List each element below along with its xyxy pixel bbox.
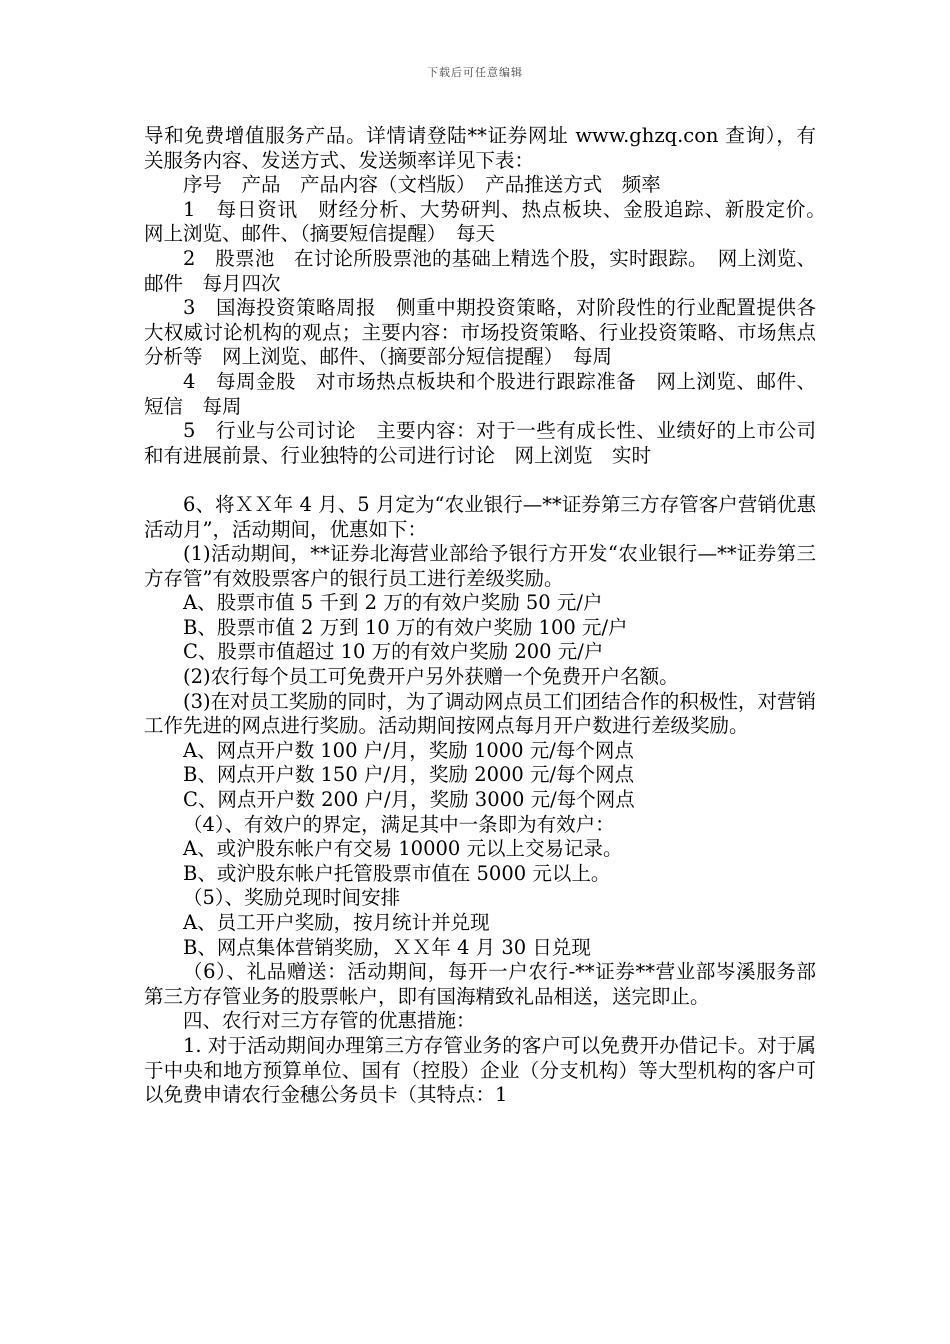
section-6-heading: 6、将ＸＸ年 4 月、5 月定为“农业银行—**证券第三方存管客户营销优惠活动月”，活动期间，优惠如下：	[144, 492, 816, 541]
section-4-heading: 四、农行对三方存管的优惠措施：	[183, 1009, 476, 1033]
paragraph-intro-continuation: 导和免费增值服务产品。详情请登陆**证券网址 www.ghzq.con 查询），有关服务内容、发送方式、发送频率详见下表：	[144, 124, 816, 172]
table-header-row: 序号 产品 产品内容（文档版） 产品推送方式 频率	[183, 173, 661, 197]
valid-criteria-a: A、或沪股东帐户有交易 10000 元以上交易记录。	[183, 837, 623, 861]
clause-6: （6）、礼品赠送：活动期间，每开一户农行-**证券**营业部岑溪服务部第三方存管业务的股票帐户，即有国海精致礼品相送，送完即止。	[144, 960, 816, 1008]
page-header-note: 下载后可任意编辑	[427, 66, 523, 79]
service-item-3: 3 国海投资策略周报 侧重中期投资策略，对阶段性的行业配置提供各大权威讨论机构的观点；主要内容：市场投资策略、行业投资策略、市场焦点分析等 网上浏览、邮件、（摘要部分短信提醒） 每周	[144, 296, 816, 369]
reward-tier-b: B、股票市值 2 万到 10 万的有效户奖励 100 元/户	[183, 615, 628, 639]
payout-schedule-b: B、网点集体营销奖励，ＸＸ年 4 月 30 日兑现	[183, 935, 591, 959]
branch-tier-c: C、网点开户数 200 户/月，奖励 3000 元/每个网点	[183, 788, 635, 812]
reward-tier-a: A、股票市值 5 千到 2 万的有效户奖励 50 元/户	[183, 591, 603, 615]
valid-criteria-b: B、或沪股东帐户托管股票市值在 5000 元以上。	[183, 861, 611, 885]
document-body	[144, 124, 836, 1108]
payout-schedule-a: A、员工开户奖励，按月统计并兑现	[183, 911, 490, 934]
reward-tier-c: C、股票市值超过 10 万的有效户奖励 200 元/户	[183, 640, 604, 664]
clause-5: （5）、奖励兑现时间安排	[183, 886, 401, 910]
branch-tier-b: B、网点开户数 150 户/月，奖励 2000 元/每个网点	[183, 763, 635, 787]
clause-3: (3)在对员工奖励的同时，为了调动网点员工们团结合作的积极性，对营销工作先进的网点进行奖励。活动期间按网点每月开户数进行差级奖励。	[144, 689, 816, 738]
clause-2: (2)农行每个员工可免费开户另外获赠一个免费开户名额。	[183, 665, 679, 689]
service-item-1: 1 每日资讯 财经分析、大势研判、热点板块、金股追踪、新股定价。 网上浏览、邮件、（摘要短信提醒） 每天	[144, 197, 836, 246]
service-item-2: 2 股票池 在讨论所股票池的基础上精选个股，实时跟踪。 网上浏览、邮件 每月四次	[144, 246, 816, 295]
measure-1: 1. 对于活动期间办理第三方存管业务的客户可以免费开办借记卡。对于属于中央和地方预算单位、国有（控股）企业（分支机构）等大型机构的客户可以免费申请农行金穗公务员卡（其特点：1	[144, 1033, 816, 1107]
blank-line	[144, 468, 816, 493]
branch-tier-a: A、网点开户数 100 户/月，奖励 1000 元/每个网点	[183, 738, 634, 762]
service-item-5: 5 行业与公司讨论 主要内容：对于一些有成长性、业绩好的上市公司和有进展前景、行业独特的公司进行讨论 网上浏览 实时	[144, 419, 816, 467]
service-item-4: 4 每周金股 对市场热点板块和个股进行跟踪准备 网上浏览、邮件、短信 每周	[144, 369, 816, 418]
clause-1: (1)活动期间，**证券北海营业部给予银行方开发“农业银行—**证券第三方存管”有效股票客户的银行员工进行差级奖励。	[144, 542, 816, 590]
clause-4: （4）、有效户的界定，满足其中一条即为有效户：	[183, 812, 615, 836]
